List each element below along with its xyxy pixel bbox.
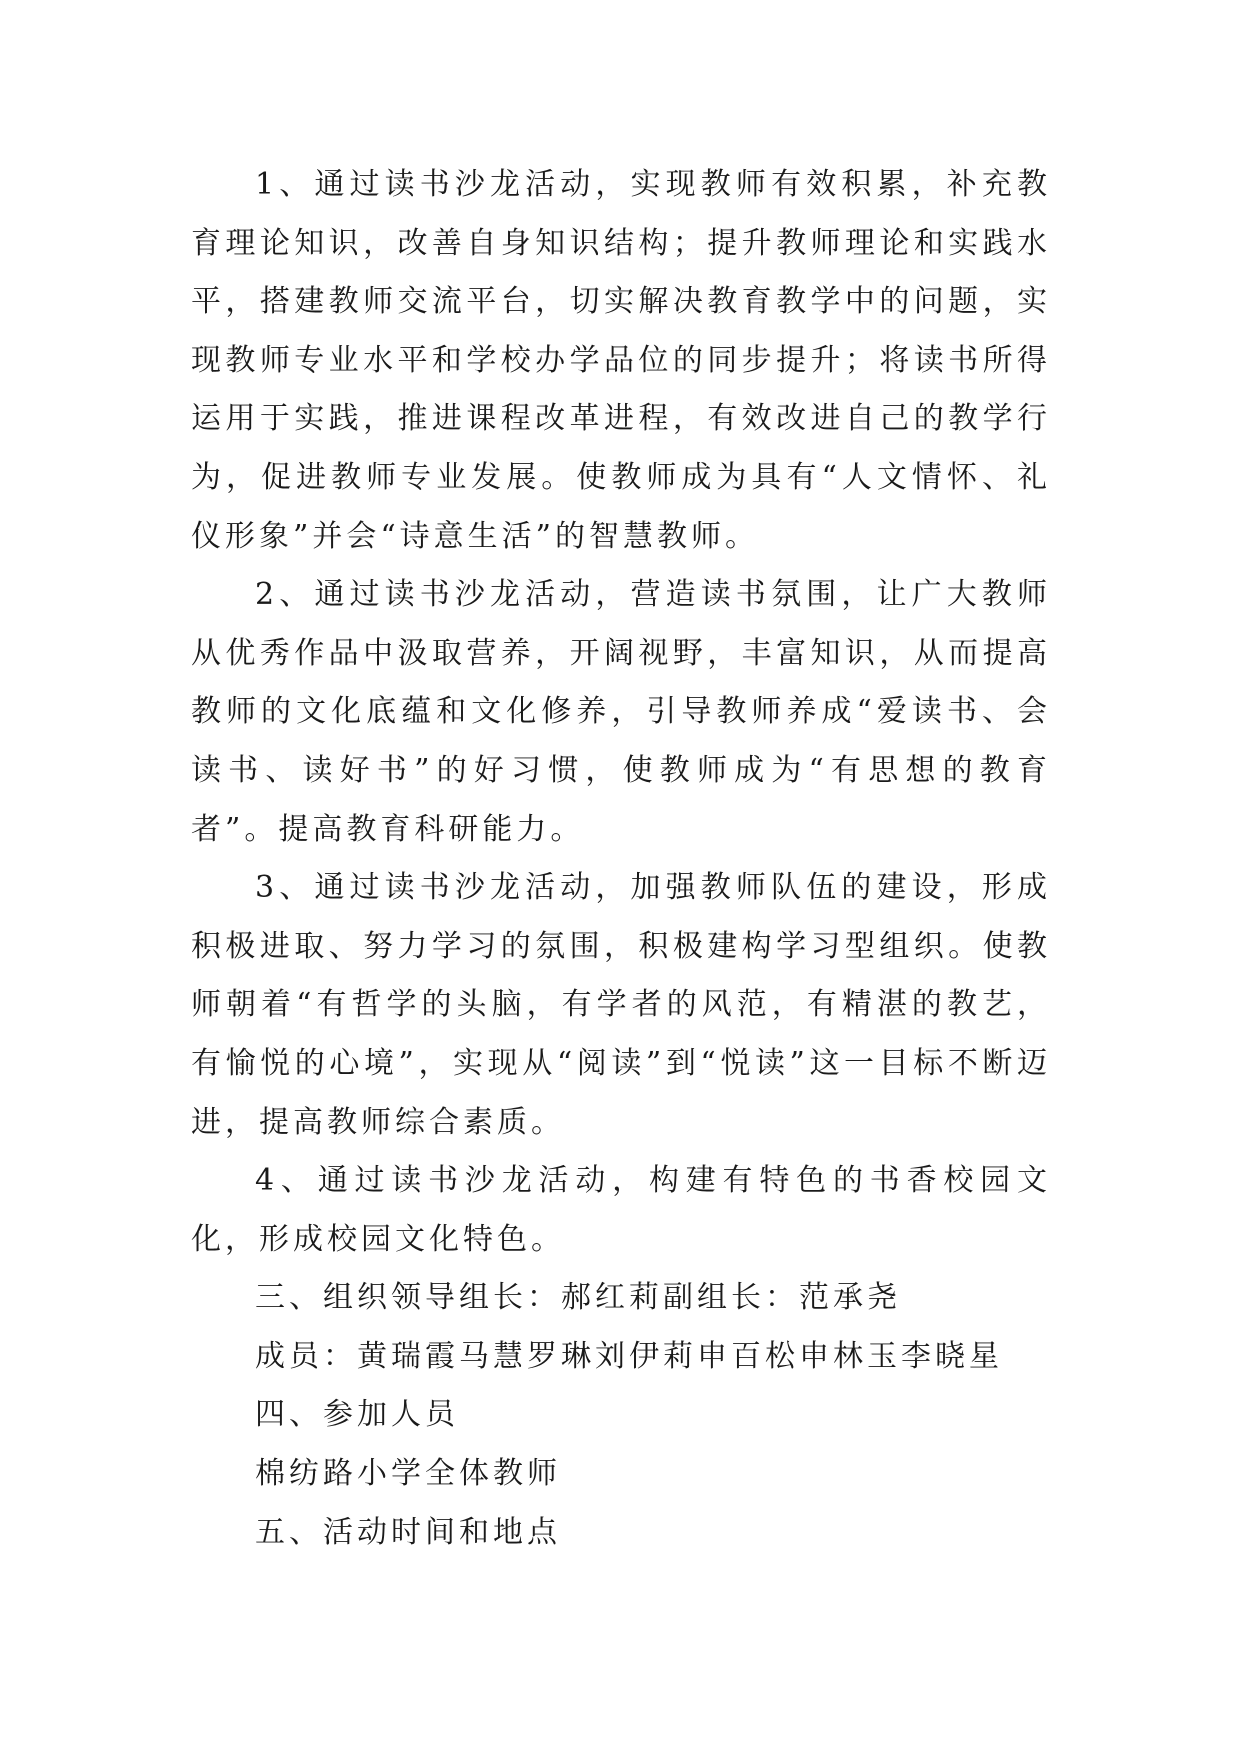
paragraph-goal-3: 3、通过读书沙龙活动，加强教师队伍的建设，形成积极进取、努力学习的氛围，积极建构学习型组织。使教师朝着“有哲学的头脑，有学者的风范，有精湛的教艺，有愉悦的心境”，实现从“阅读”到“悦读”这一目标不断迈进，提高教师综合素质。: [191, 870, 1051, 1140]
paragraph-goal-2: 2、通过读书沙龙活动，营造读书氛围，让广大教师从优秀作品中汲取营养，开阔视野，丰富知识，从而提高教师的文化底蕴和文化修养，引导教师养成“爱读书、会读书、读好书”的好习惯，使教师成为“有思想的教育者”。提高教育科研能力。: [191, 577, 1051, 847]
section-participants: 四、参加人员: [255, 1397, 459, 1433]
participants-value: 棉纺路小学全体教师: [255, 1456, 561, 1492]
leadership-members: 成员：黄瑞霞马慧罗琳刘伊莉申百松申林玉李晓星: [255, 1338, 1003, 1374]
paragraph-goal-4: 4、通过读书沙龙活动，构建有特色的书香校园文化，形成校园文化特色。: [191, 1163, 1051, 1257]
section-time-place: 五、活动时间和地点: [255, 1514, 561, 1550]
document-body: [191, 156, 1051, 1562]
paragraph-goal-1: 1、通过读书沙龙活动，实现教师有效积累，补充教育理论知识，改善自身知识结构；提升教师理论和实践水平，搭建教师交流平台，切实解决教育教学中的问题，实现教师专业水平和学校办学品位的同步提升；将读书所得运用于实践，推进课程改革进程，有效改进自己的教学行为，促进教师专业发展。使教师成为具有“人文情怀、礼仪形象”并会“诗意生活”的智慧教师。: [191, 167, 1051, 554]
section-leadership: 三、组织领导组长：郝红莉副组长：范承尧: [255, 1280, 901, 1316]
